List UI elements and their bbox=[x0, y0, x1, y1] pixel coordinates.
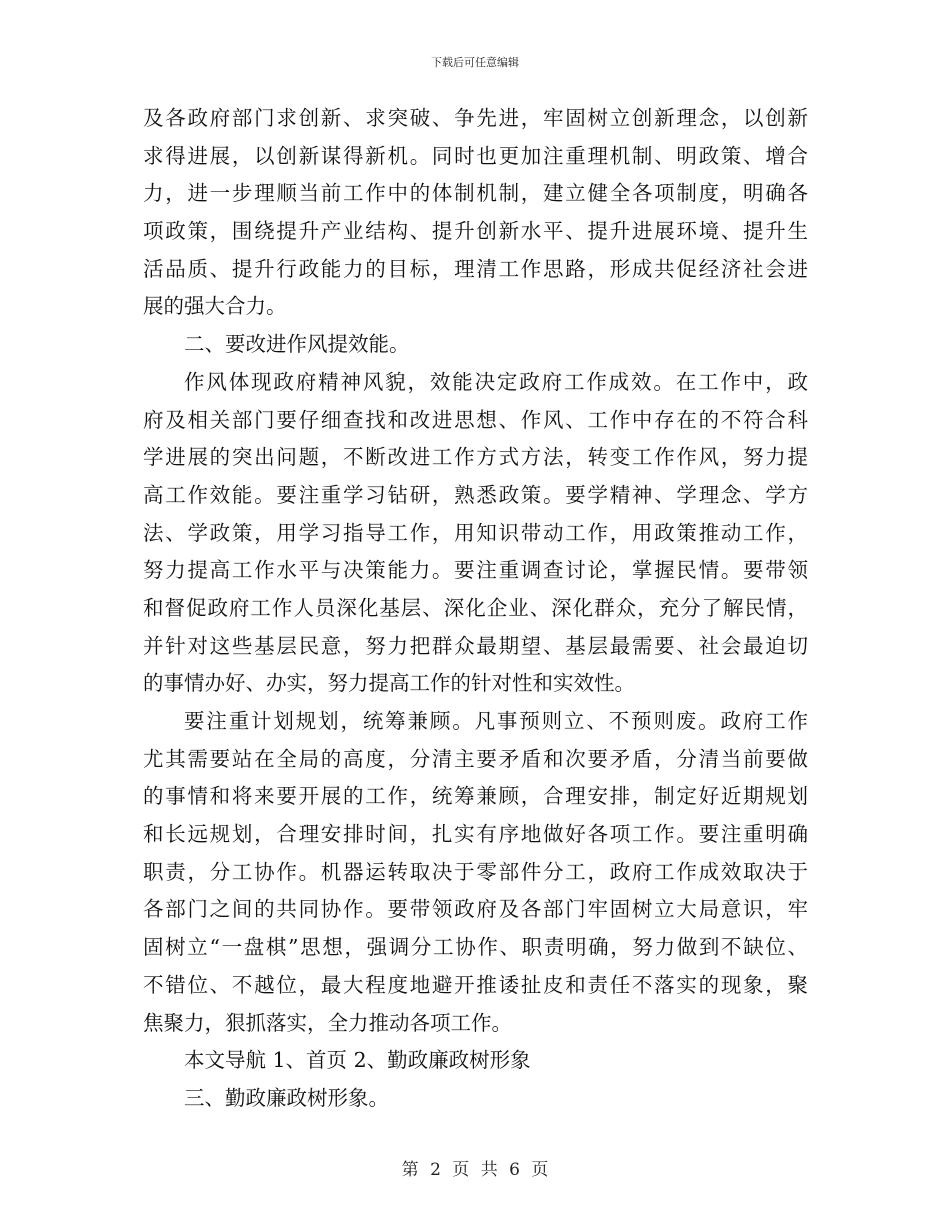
text-line: 高工作效能。要注重学习钻研，熟悉政策。要学精神、学理念、学方 bbox=[143, 482, 808, 507]
text-line: 项政策，围绕提升产业结构、提升创新水平、提升进展环境、提升生 bbox=[143, 219, 808, 244]
text-line: 的事情办好、办实，努力提高工作的针对性和实效性。 bbox=[143, 671, 635, 696]
text-line: 法、学政策，用学习指导工作，用知识带动工作，用政策推动工作， bbox=[143, 520, 808, 545]
text-line: 尤其需要站在全局的高度，分清主要矛盾和次要矛盾，分清当前要做 bbox=[143, 746, 808, 771]
text-line: 及各政府部门求创新、求突破、争先进，牢固树立创新理念，以创新 bbox=[143, 106, 808, 130]
text-line: 力，进一步理顺当前工作中的体制机制，建立健全各项制度，明确各 bbox=[143, 181, 808, 206]
text-line: 职责，分工协作。机器运转取决于零部件分工，政府工作成效取决于 bbox=[143, 859, 808, 884]
text-line: 各部门之间的共同协作。要带领政府及各部门牢固树立大局意识，牢 bbox=[143, 897, 808, 922]
text-line: 的事情和将来要开展的工作，统筹兼顾，合理安排，制定好近期规划 bbox=[143, 784, 808, 809]
page-header: 下载后可任意编辑 bbox=[431, 56, 519, 69]
text-line: 要注重计划规划，统筹兼顾。凡事预则立、不预则废。政府工作 bbox=[184, 709, 808, 733]
article-navigation: 本文导航 1、首页 2、勤政廉政树形象 bbox=[184, 1048, 531, 1073]
text-line: 努力提高工作水平与决策能力。要注重调查讨论，掌握民情。要带领 bbox=[143, 558, 808, 583]
text-line: 固树立“一盘棋”思想，强调分工协作、职责明确，努力做到不缺位、 bbox=[143, 935, 808, 960]
text-line: 活品质、提升行政能力的目标，理清工作思路，形成共促经济社会进 bbox=[143, 256, 808, 281]
section-heading: 三、勤政廉政树形象。 bbox=[184, 1085, 389, 1110]
text-line: 作风体现政府精神风貌，效能决定政府工作成效。在工作中，政 bbox=[184, 369, 808, 394]
text-line: 展的强大合力。 bbox=[143, 294, 287, 319]
text-line: 焦聚力，狠抓落实，全力推动各项工作。 bbox=[143, 1010, 512, 1035]
section-heading: 二、要改进作风提效能。 bbox=[184, 332, 410, 357]
text-line: 求得进展，以创新谋得新机。同时也更加注重理机制、明政策、增合 bbox=[143, 143, 808, 168]
body-text bbox=[143, 100, 808, 1118]
text-line: 并针对这些基层民意，努力把群众最期望、基层最需要、社会最迫切 bbox=[143, 633, 808, 658]
text-line: 和长远规划，合理安排时间，扎实有序地做好各项工作。要注重明确 bbox=[143, 822, 808, 847]
text-line: 和督促政府工作人员深化基层、深化企业、深化群众，充分了解民情， bbox=[143, 595, 808, 620]
text-line: 不错位、不越位，最大程度地避开推诿扯皮和责任不落实的现象，聚 bbox=[143, 972, 808, 997]
page-number-footer: 第 2 页 共 6 页 bbox=[401, 1160, 549, 1180]
text-line: 学进展的突出问题，不断改进工作方式方法，转变工作作风，努力提 bbox=[143, 445, 808, 470]
text-line: 府及相关部门要仔细查找和改进思想、作风、工作中存在的不符合科 bbox=[143, 407, 808, 432]
